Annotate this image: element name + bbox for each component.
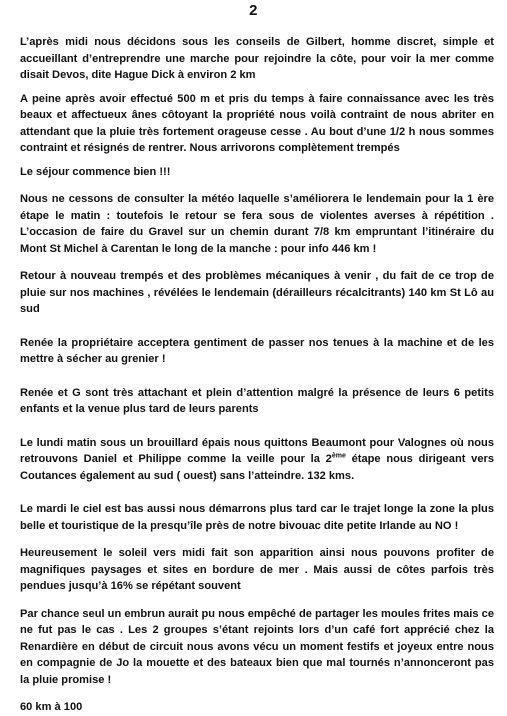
paragraph-tuesday-stage: Le mardi le ciel est bas aussi nous démarrons plus tard car le trajet longe la zone la plus belle et touristique de la presqu’île près de notre bivouac dite petite Irlande au NO ! <box>20 503 494 532</box>
paragraph-distance-summary: 60 km à 100 <box>20 701 83 713</box>
document-body <box>20 34 494 716</box>
paragraph-afternoon-walk: L’après midi nous décidons sous les conseils de Gilbert, homme discret, simple et accueillant d’entreprendre une marche pour rejoindre la côte, pour voir la mer comme disait Devos, dite Hague Dick à environ 2 km <box>20 36 494 81</box>
paragraph-stay-begins: Le séjour commence bien !!! <box>20 165 171 178</box>
paragraph-monday-stage <box>20 435 494 485</box>
paragraph-sunshine: Heureusement le soleil vers midi fait son apparition ainsi nous pouvons profiter de magnifiques paysages et sites en bordure de mer . Mais aussi de côtes parfois très pendues jusqu’à 16% se répétant souvent <box>20 547 494 592</box>
paragraph-monday-text-after: étape nous dirigeant vers Coutances également au sud ( ouest) sans l’atteindre. 132 kms. <box>20 453 494 482</box>
paragraph-weather-first-stage: Nous ne cessons de consulter la météo laquelle s’améliorera le lendemain pour la 1 ère étape le matin : toutefois le retour se fera sous de violentes averses à répétition . L’occasion de faire du Gravel sur un chemin durant 7/8 km empruntant l’itinéraire du Mont St Michel à Carentan le long de la manche : pour info 446 km ! <box>20 193 494 255</box>
paragraph-rain-shelter: A peine après avoir effectué 500 m et pris du temps à faire connaissance avec les très beaux et affectueux ânes côtoyant la propriété nous voilà contraint de nous abriter en attendant que la pluie très fortement orageuse cesse . Au bout d’une 1/2 h nous sommes contraint et résignés de rentrer. Nous arrivorons complètement trempés <box>20 92 494 154</box>
ordinal-superscript: ème <box>331 452 346 460</box>
paragraph-laundry: Renée la propriétaire acceptera gentiment de passer nos tenues à la machine et de les mettre à sécher au grenier ! <box>20 336 494 365</box>
paragraph-mussels-fries: Par chance seul un embrun aurait pu nous empêché de partager les moules frites mais ce ne fut pas le cas . Les 2 groupes s’étant rejoints lors d’un café fort apprécié chez la Renardière en début de circuit nous avons vécu un moment festifs et joyeux entre nous en compagnie de Jo la mouette et des bateaux bien que mal tournés n’annonceront pas la pluie promise ! <box>20 607 494 686</box>
paragraph-monday-text-before: Le lundi matin sous un brouillard épais nous quittons Beaumont pour Valognes où nous retrouvons Daniel et Philippe comme la veille pour la 2 <box>20 436 494 465</box>
paragraph-hosts: Renée et G sont très attachant et plein d’attention malgré la présence de leurs 6 petits enfants et la venue plus tard de leurs parents <box>20 386 494 415</box>
paragraph-mechanical-problems: Retour à nouveau trempés et des problèmes mécaniques à venir , du fait de ce trop de pluie sur nos machines , révélées le lendemain (dérailleurs récalcitrants) 140 km St Lô au sud <box>20 270 494 315</box>
page-number: 2 <box>249 2 258 19</box>
